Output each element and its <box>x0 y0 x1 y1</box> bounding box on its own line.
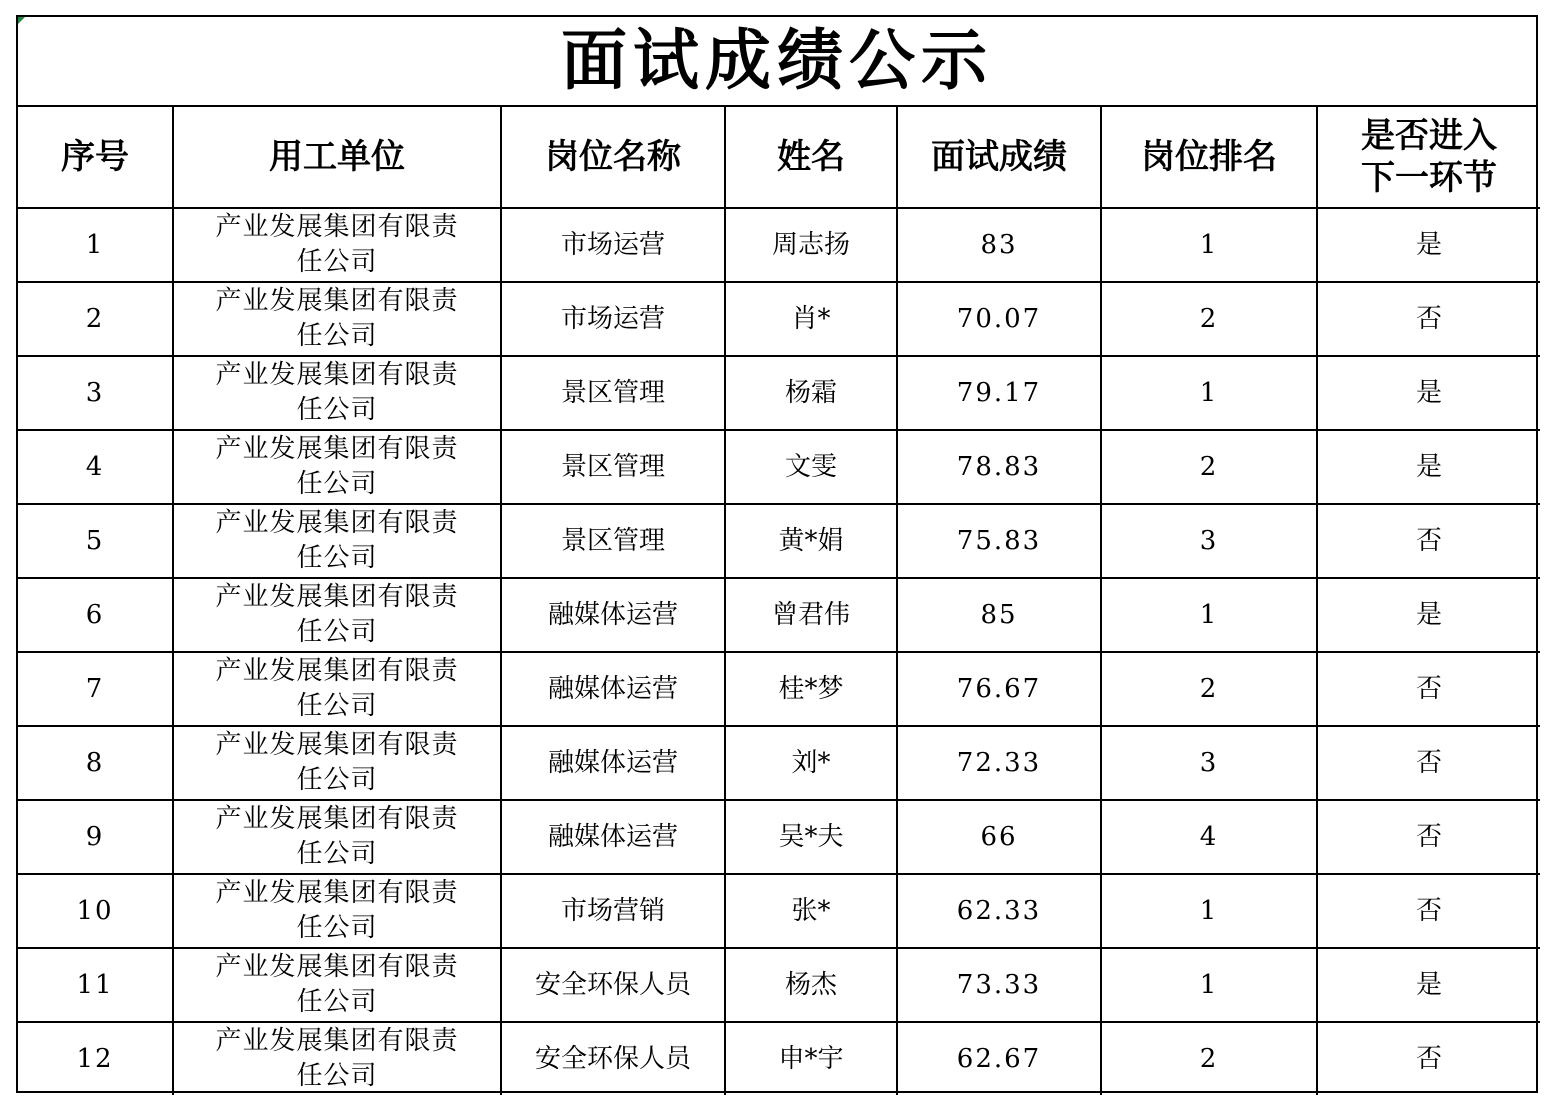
cell-rank: 3 <box>1101 726 1317 800</box>
cell-index: 4 <box>18 430 173 504</box>
cell-position: 安全环保人员 <box>501 948 725 1022</box>
header-next <box>1317 107 1540 208</box>
cell-next: 是 <box>1317 948 1540 1022</box>
cell-name: 吴*夫 <box>725 800 897 874</box>
header-index: 序号 <box>18 107 173 208</box>
cell-score: 66 <box>897 800 1101 874</box>
table-row <box>18 208 1540 282</box>
cell-next: 否 <box>1317 726 1540 800</box>
cell-score: 78.83 <box>897 430 1101 504</box>
header-next-label: 是否进入下一环节 <box>1361 116 1497 198</box>
cell-index: 1 <box>18 208 173 282</box>
cell-rank: 1 <box>1101 208 1317 282</box>
cell-index: 2 <box>18 282 173 356</box>
cell-position: 融媒体运营 <box>501 578 725 652</box>
cell-unit-text: 产业发展集团有限责任公司 <box>215 434 459 499</box>
cell-next: 否 <box>1317 652 1540 726</box>
header-row <box>18 107 1540 208</box>
cell-name: 黄*娟 <box>725 504 897 578</box>
cell-position: 融媒体运营 <box>501 800 725 874</box>
cell-index: 7 <box>18 652 173 726</box>
cell-index: 6 <box>18 578 173 652</box>
cell-position: 市场运营 <box>501 208 725 282</box>
cell-position: 融媒体运营 <box>501 652 725 726</box>
cell-position: 景区管理 <box>501 504 725 578</box>
cell-unit-text: 产业发展集团有限责任公司 <box>215 212 459 277</box>
cell-unit-text: 产业发展集团有限责任公司 <box>215 508 459 573</box>
cell-index: 5 <box>18 504 173 578</box>
cell-unit-text: 产业发展集团有限责任公司 <box>215 656 459 721</box>
cell-next: 否 <box>1317 282 1540 356</box>
cell-position: 景区管理 <box>501 430 725 504</box>
cell-unit-text: 产业发展集团有限责任公司 <box>215 878 459 943</box>
header-score: 面试成绩 <box>897 107 1101 208</box>
cell-rank: 1 <box>1101 948 1317 1022</box>
header-rank: 岗位排名 <box>1101 107 1317 208</box>
cell-name: 刘* <box>725 726 897 800</box>
cell-index: 10 <box>18 874 173 948</box>
cell-rank: 2 <box>1101 282 1317 356</box>
cell-position: 景区管理 <box>501 356 725 430</box>
cell-rank: 2 <box>1101 430 1317 504</box>
cell-unit <box>173 1022 501 1095</box>
cell-next: 否 <box>1317 504 1540 578</box>
cell-unit <box>173 356 501 430</box>
cell-unit-text: 产业发展集团有限责任公司 <box>215 952 459 1017</box>
table-row <box>18 578 1540 652</box>
cell-name: 曾君伟 <box>725 578 897 652</box>
header-name: 姓名 <box>725 107 897 208</box>
cell-unit-text: 产业发展集团有限责任公司 <box>215 360 459 425</box>
cell-rank: 3 <box>1101 504 1317 578</box>
cell-position: 市场运营 <box>501 282 725 356</box>
cell-rank: 1 <box>1101 356 1317 430</box>
score-sheet <box>16 15 1538 1093</box>
table-row <box>18 1022 1540 1095</box>
cell-rank: 1 <box>1101 874 1317 948</box>
cell-index: 8 <box>18 726 173 800</box>
cell-score: 85 <box>897 578 1101 652</box>
table-row <box>18 356 1540 430</box>
table-row <box>18 430 1540 504</box>
cell-next: 是 <box>1317 356 1540 430</box>
cell-name: 申*宇 <box>725 1022 897 1095</box>
results-table <box>18 107 1540 1095</box>
cell-unit-text: 产业发展集团有限责任公司 <box>215 804 459 869</box>
cell-position: 安全环保人员 <box>501 1022 725 1095</box>
table-row <box>18 800 1540 874</box>
cell-score: 83 <box>897 208 1101 282</box>
cell-position: 融媒体运营 <box>501 726 725 800</box>
table-row <box>18 504 1540 578</box>
cell-unit <box>173 430 501 504</box>
cell-unit <box>173 800 501 874</box>
cell-unit <box>173 874 501 948</box>
cell-unit-text: 产业发展集团有限责任公司 <box>215 1026 459 1091</box>
table-row <box>18 948 1540 1022</box>
cell-rank: 2 <box>1101 652 1317 726</box>
cell-name: 肖* <box>725 282 897 356</box>
cell-score: 72.33 <box>897 726 1101 800</box>
cell-index: 3 <box>18 356 173 430</box>
cell-index: 9 <box>18 800 173 874</box>
cell-next: 否 <box>1317 800 1540 874</box>
table-row <box>18 874 1540 948</box>
cell-score: 75.83 <box>897 504 1101 578</box>
cell-name: 周志扬 <box>725 208 897 282</box>
cell-score: 76.67 <box>897 652 1101 726</box>
cell-unit <box>173 948 501 1022</box>
cell-score: 62.67 <box>897 1022 1101 1095</box>
cell-unit <box>173 652 501 726</box>
cell-index: 11 <box>18 948 173 1022</box>
cell-next: 是 <box>1317 430 1540 504</box>
cell-score: 73.33 <box>897 948 1101 1022</box>
cell-rank: 4 <box>1101 800 1317 874</box>
cell-index: 12 <box>18 1022 173 1095</box>
cell-name: 杨霜 <box>725 356 897 430</box>
cell-unit-text: 产业发展集团有限责任公司 <box>215 730 459 795</box>
cell-rank: 1 <box>1101 578 1317 652</box>
cell-unit <box>173 504 501 578</box>
table-row <box>18 282 1540 356</box>
table-row <box>18 726 1540 800</box>
header-position: 岗位名称 <box>501 107 725 208</box>
cell-unit <box>173 208 501 282</box>
cell-selection-marker <box>18 17 25 24</box>
cell-next: 否 <box>1317 1022 1540 1095</box>
cell-rank: 2 <box>1101 1022 1317 1095</box>
cell-name: 张* <box>725 874 897 948</box>
page-title: 面试成绩公示 <box>561 22 993 99</box>
table-row <box>18 652 1540 726</box>
cell-next: 是 <box>1317 578 1540 652</box>
cell-name: 文雯 <box>725 430 897 504</box>
cell-next: 是 <box>1317 208 1540 282</box>
cell-unit-text: 产业发展集团有限责任公司 <box>215 582 459 647</box>
cell-score: 62.33 <box>897 874 1101 948</box>
cell-unit <box>173 578 501 652</box>
header-unit: 用工单位 <box>173 107 501 208</box>
cell-score: 70.07 <box>897 282 1101 356</box>
cell-position: 市场营销 <box>501 874 725 948</box>
cell-name: 桂*梦 <box>725 652 897 726</box>
cell-unit-text: 产业发展集团有限责任公司 <box>215 286 459 351</box>
title-row <box>18 17 1536 107</box>
cell-name: 杨杰 <box>725 948 897 1022</box>
cell-unit <box>173 726 501 800</box>
cell-unit <box>173 282 501 356</box>
cell-next: 否 <box>1317 874 1540 948</box>
cell-score: 79.17 <box>897 356 1101 430</box>
